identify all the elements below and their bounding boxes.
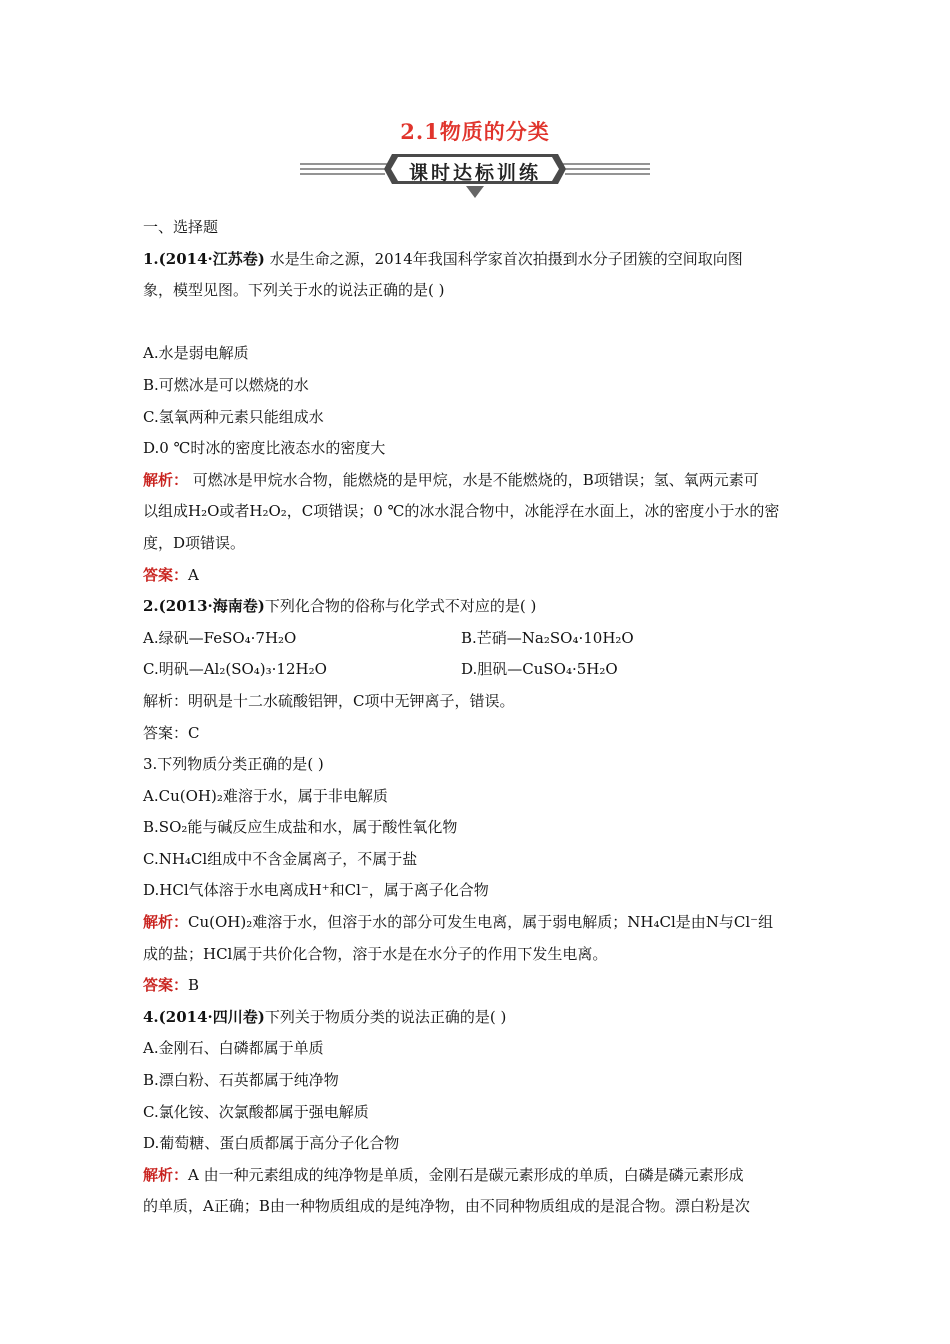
question-3-stem: 3.下列物质分类正确的是( ) [143, 755, 324, 774]
question-1-analysis-cont: 以组成H₂O或者H₂O₂，C项错误；0 ℃的冰水混合物中，冰能浮在水面上，冰的密度小于水的密 [143, 502, 780, 521]
question-2-answer [143, 718, 813, 750]
question-1-stem [143, 244, 813, 276]
question-3-option-c: C.NH₄Cl组成中不含金属离子，不属于盐 [143, 849, 418, 868]
answer-label: 答案： [143, 723, 189, 742]
page-title: 2.1物质的分类 [400, 119, 550, 144]
analysis-text: A 由一种元素组成的纯净物是单质，金刚石是碳元素形成的单质，白磷是磷元素形成 [188, 1165, 744, 1184]
analysis-label: 解析： [143, 1165, 189, 1184]
document-body [143, 212, 813, 1223]
question-1-option-d: D.0 ℃时冰的密度比液态水的密度大 [143, 439, 386, 458]
image-placeholder [143, 307, 813, 339]
question-4-analysis [143, 1160, 813, 1192]
question-4-option-d: D.葡萄糖、蛋白质都属于高分子化合物 [143, 1134, 400, 1153]
section-heading: 一、选择题 [143, 218, 219, 236]
question-3-analysis [143, 907, 813, 939]
question-3-option-a: A.Cu(OH)₂难溶于水，属于非电解质 [143, 786, 388, 805]
section-banner [300, 150, 650, 200]
question-4-number: 4.(2014·四川卷) [143, 1007, 265, 1026]
question-1-stem-cont: 象，模型见图。下列关于水的说法正确的是( ) [143, 281, 445, 300]
question-1-number: 1.(2014·江苏卷) [143, 249, 265, 268]
question-2-analysis [143, 686, 813, 718]
answer-value: C [188, 723, 200, 742]
answer-label: 答案： [143, 565, 189, 584]
question-1-answer [143, 560, 813, 592]
question-4-text: 下列关于物质分类的说法正确的是( ) [264, 1007, 507, 1026]
banner-label: 课时达标训练 [408, 162, 541, 184]
question-1-text: 水是生命之源，2014年我国科学家首次拍摄到水分子团簇的空间取向图 [264, 249, 743, 268]
answer-value: A [188, 565, 199, 584]
analysis-text: 可燃冰是甲烷水合物，能燃烧的是甲烷，水是不能燃烧的，B项错误；氢、氧两元素可 [188, 470, 759, 489]
question-4-analysis-cont: 的单质，A正确；B由一种物质组成的是纯净物，由不同种物质组成的是混合物。漂白粉是次 [143, 1197, 750, 1216]
question-4-option-a: A.金刚石、白磷都属于单质 [143, 1039, 324, 1058]
question-2-text: 下列化合物的俗称与化学式不对应的是( ) [264, 597, 537, 616]
question-2-option-c: C.明矾—Al₂(SO₄)₃·12H₂O [143, 660, 327, 679]
analysis-label: 解析： [143, 470, 189, 489]
question-3-option-d: D.HCl气体溶于水电离成H⁺和Cl⁻，属于离子化合物 [143, 881, 489, 900]
analysis-label: 解析： [143, 913, 189, 932]
analysis-text: 明矾是十二水硫酸铝钾，C项中无钾离子，错误。 [188, 691, 515, 710]
question-2-option-d: D.胆矾—CuSO₄·5H₂O [461, 660, 618, 679]
question-3-analysis-cont: 成的盐；HCl属于共价化合物，溶于水是在水分子的作用下发生电离。 [143, 944, 608, 963]
question-1-analysis-end: 度，D项错误。 [143, 533, 246, 552]
question-2-options-row-1 [143, 623, 813, 655]
answer-value: B [188, 976, 200, 995]
question-1-analysis [143, 465, 813, 497]
question-4-stem [143, 1002, 813, 1034]
question-2-option-a: A.绿矾—FeSO₄·7H₂O [143, 628, 297, 647]
question-2-stem [143, 591, 813, 623]
question-1-option-b: B.可燃冰是可以燃烧的水 [143, 375, 309, 394]
question-3-option-b: B.SO₂能与碱反应生成盐和水，属于酸性氧化物 [143, 818, 458, 837]
question-1-option-a: A.水是弱电解质 [143, 344, 249, 363]
question-3-answer [143, 970, 813, 1002]
question-4-option-b: B.漂白粉、石英都属于纯净物 [143, 1071, 339, 1090]
question-4-option-c: C.氯化铵、次氯酸都属于强电解质 [143, 1102, 369, 1121]
question-2-option-b: B.芒硝—Na₂SO₄·10H₂O [461, 628, 634, 647]
answer-label: 答案： [143, 976, 189, 995]
analysis-label: 解析： [143, 691, 189, 710]
question-2-number: 2.(2013·海南卷) [143, 597, 265, 616]
analysis-text: Cu(OH)₂难溶于水，但溶于水的部分可发生电离，属于弱电解质；NH₄Cl是由N与Cl⁻组 [188, 913, 774, 932]
question-1-option-c: C.氢氧两种元素只能组成水 [143, 407, 324, 426]
question-2-options-row-2 [143, 654, 813, 686]
